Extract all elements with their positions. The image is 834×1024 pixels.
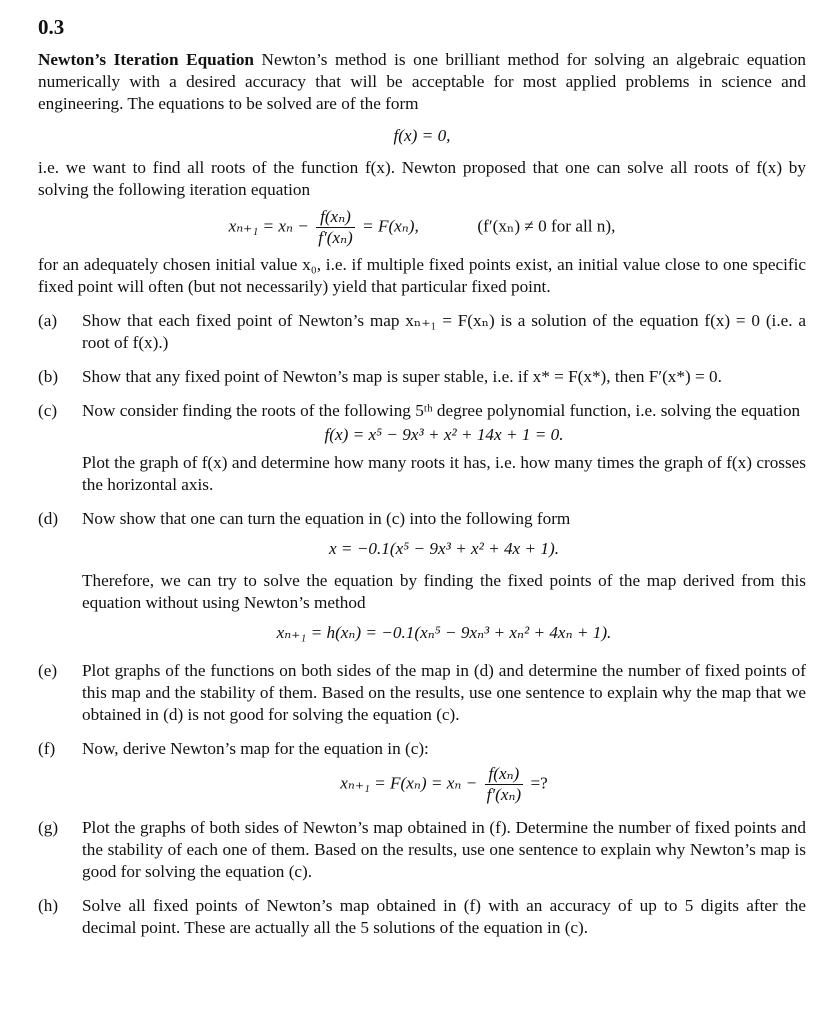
item-c <box>38 400 806 496</box>
item-label: (e) <box>38 661 58 680</box>
item-text-2: Plot the graph of f(x) and determine how many roots it has, i.e. how many times the graph of f(x) crosses the horizontal axis. <box>82 453 806 494</box>
map-h-equation: xₙ₊₁ = h(xₙ) = −0.1(xₙ⁵ − 9xₙ³ + xₙ² + 4xₙ + 1). <box>276 623 612 642</box>
item-label: (f) <box>38 739 56 758</box>
item-label: (h) <box>38 896 59 915</box>
item-e <box>38 660 806 726</box>
item-label: (g) <box>38 818 59 837</box>
item-text: Now show that one can turn the equation in (c) into the following form <box>82 509 571 528</box>
item-text: Plot graphs of the functions on both sides of the map in (d) and determine the number of fixed points of this map and the stability of them. Based on the results, use one sentence to explain why the map that we obtained in (d) is not good for solving the equation (c). <box>82 661 806 724</box>
item-text: Solve all fixed points of Newton’s map obtained in (f) with an accuracy of up to 5 digits after the decimal point. These are actually all the 5 solutions of the equation in (c). <box>82 896 806 937</box>
section-number: 0.3 <box>38 15 65 39</box>
rearranged-equation: x = −0.1(x⁵ − 9x³ + x² + 4x + 1). <box>329 539 559 558</box>
item-b <box>38 366 806 388</box>
item-text: Now, derive Newton’s map for the equation in (c): <box>82 739 429 758</box>
eq-rhs: = F(xₙ), <box>362 216 419 236</box>
intro-text-2: i.e. we want to find all roots of the function f(x). Newton proposed that one can solve all roots of f(x) by solving the following iteration equation <box>38 158 806 199</box>
intro-heading: Newton’s Iteration Equation <box>38 50 254 69</box>
numerator: f(xₙ) <box>485 764 524 785</box>
newton-iteration-equation <box>38 207 806 248</box>
item-label: (b) <box>38 367 59 386</box>
item-h <box>38 895 806 939</box>
item-text: Show that each fixed point of Newton’s map xₙ₊₁ = F(xₙ) is a solution of the equation f(x) = 0 (i.e. a root of f(x).) <box>82 311 806 352</box>
item-text: Now consider finding the roots of the following 5ᵗʰ degree polynomial function, i.e. solving the equation <box>82 401 801 420</box>
item-label: (d) <box>38 509 59 528</box>
eq-lhs: xₙ₊₁ = F(xₙ) = xₙ − <box>340 773 478 793</box>
polynomial-equation: f(x) = x⁵ − 9x³ + x² + 14x + 1 = 0. <box>324 425 564 444</box>
intro-paragraph <box>38 49 806 115</box>
eq-rhs: =? <box>530 773 548 793</box>
item-text: Show that any fixed point of Newton’s map is super stable, i.e. if x* = F(x*), then F′(x*) = 0. <box>82 367 722 386</box>
item-label: (a) <box>38 311 58 330</box>
newton-map-equation <box>82 764 806 805</box>
intro-text-3: for an adequately chosen initial value x₀, i.e. if multiple fixed points exist, an initial value close to one specific fixed point will often (but not necessarily) yield that particular fixed point. <box>38 255 806 296</box>
denominator: f′(xₙ) <box>486 785 522 804</box>
equation-fx-zero: f(x) = 0, <box>393 126 451 145</box>
item-a <box>38 310 806 354</box>
numerator: f(xₙ) <box>316 207 355 228</box>
item-text-2: Therefore, we can try to solve the equation by finding the fixed points of the map derived from this equation without using Newton’s method <box>82 571 806 612</box>
eq-condition: (f′(xₙ) ≠ 0 for all n), <box>477 216 616 236</box>
item-text: Plot the graphs of both sides of Newton’s map obtained in (f). Determine the number of fixed points and the stability of each one of them. Based on the results, use one sentence to explain why Newton’s map is good for solving the equation (c). <box>82 818 806 881</box>
item-d <box>38 508 806 644</box>
fraction <box>316 207 355 248</box>
denominator: f′(xₙ) <box>318 228 353 247</box>
item-f <box>38 738 806 805</box>
intro-text: Newton’s method is one brilliant method for solving an algebraic equation numerically with a desired accuracy that will be acceptable for most applied problems in science and engineering. The equations to be solved are of the form <box>38 50 806 113</box>
item-g <box>38 817 806 883</box>
fraction <box>485 764 524 805</box>
item-label: (c) <box>38 401 58 420</box>
intro-section <box>38 49 806 939</box>
eq-lhs: xₙ₊₁ = xₙ − <box>228 216 309 236</box>
